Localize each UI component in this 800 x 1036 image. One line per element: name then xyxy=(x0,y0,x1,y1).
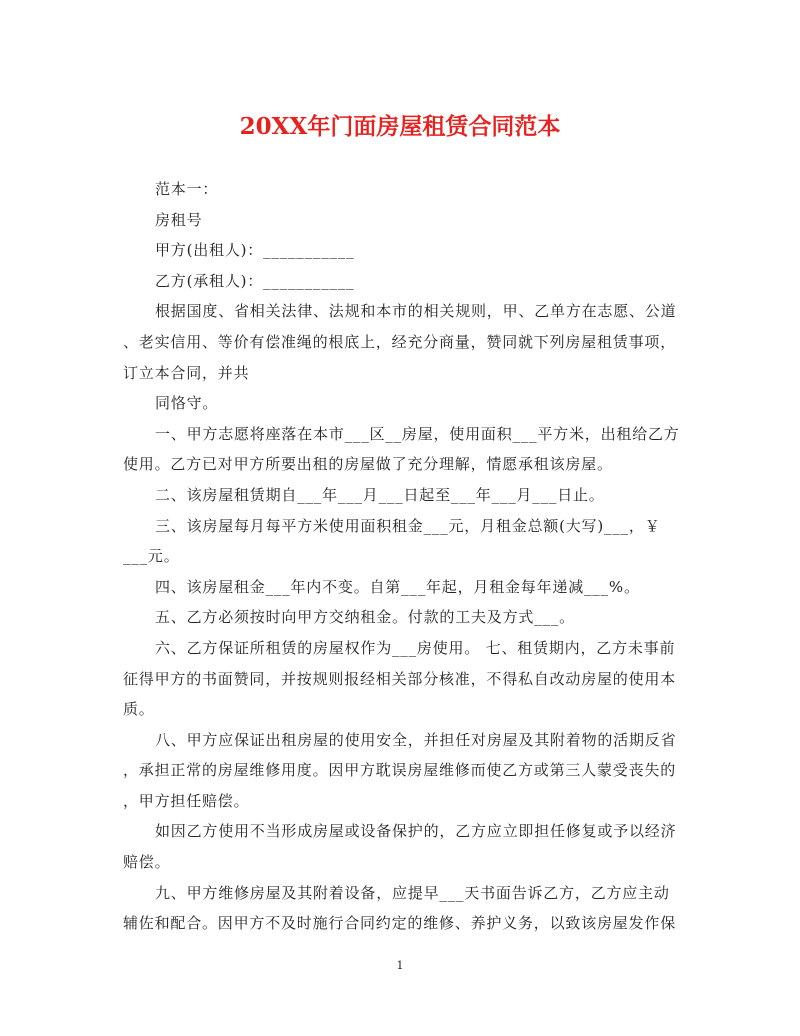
paragraph xyxy=(123,296,723,388)
document-body xyxy=(123,174,723,939)
paragraph-line: 如因乙方使用不当形成房屋或设备保护的，乙方应立即担任修复或予以经济 xyxy=(155,822,677,841)
paragraph-line: 使用。乙方已对甲方所要出租的房屋做了充分理解，情愿承租该房屋。 xyxy=(123,455,613,474)
paragraph-line: 二、该房屋租赁期自___年___月___日起至___年___月___日止。 xyxy=(155,485,605,504)
paragraph-line: 、老实信用、等价有偿准绳的根底上，经充分商量，赞同就下列房屋租赁事项， xyxy=(123,332,677,351)
paragraph-line: 质。 xyxy=(123,700,155,719)
paragraph-line: 乙方(承租人)：___________ xyxy=(155,271,355,290)
paragraph xyxy=(123,511,723,572)
paragraph xyxy=(123,266,723,297)
paragraph xyxy=(123,235,723,266)
paragraph xyxy=(123,572,723,603)
paragraph xyxy=(123,633,723,725)
paragraph-line: ，承担正常的房屋维修用度。因甲方耽误房屋维修而使乙方或第三人蒙受丧失的 xyxy=(123,761,677,780)
document-title: 20XX年门面房屋租赁合同范本 xyxy=(239,113,561,140)
paragraph xyxy=(123,816,723,877)
paragraph-line: 八、甲方应保证出租房屋的使用安全，并担任对房屋及其附着物的活期反省 xyxy=(155,730,677,749)
paragraph xyxy=(123,174,723,205)
paragraph xyxy=(123,602,723,633)
paragraph-line: 九、甲方维修房屋及其附着设备，应提早___天书面告诉乙方，乙方应主动 xyxy=(155,883,670,902)
paragraph-line: 范本一： xyxy=(155,180,219,198)
paragraph-line: 甲方(出租人)：___________ xyxy=(155,241,355,260)
paragraph-line: 根据国度、省相关法律、法规和本市的相关规则，甲、乙单方在志愿、公道 xyxy=(155,302,677,321)
page-number: 1 xyxy=(396,959,404,972)
paragraph-line: 订立本合同，并共 xyxy=(123,363,250,382)
paragraph xyxy=(123,480,723,511)
paragraph-line: 征得甲方的书面赞同，并按规则报经相关部分核准，不得私自改动房屋的使用本 xyxy=(123,669,677,688)
paragraph-line: 四、该房屋租金___年内不变。自第___年起，月租金每年递减___%。 xyxy=(155,577,640,596)
paragraph xyxy=(123,205,723,236)
paragraph-line: 五、乙方必须按时向甲方交纳租金。付款的工夫及方式___。 xyxy=(155,608,575,627)
paragraph xyxy=(123,878,723,939)
paragraph-line: 一、甲方志愿将座落在本市___区__房屋，使用面积___平方米，出租给乙方 xyxy=(155,424,680,443)
paragraph-line: ，甲方担任赔偿。 xyxy=(123,791,250,810)
paragraph-line: 同恪守。 xyxy=(155,394,219,413)
paragraph-line: ___元。 xyxy=(123,547,180,566)
paragraph-line: 辅佐和配合。因甲方不及时施行合同约定的维修、养护义务，以致该房屋发作保 xyxy=(123,914,677,933)
paragraph-line: 三、该房屋每月每平方米使用面积租金___元，月租金总额(大写)___，￥ xyxy=(155,516,661,535)
paragraph xyxy=(123,725,723,817)
paragraph xyxy=(123,388,723,419)
paragraph xyxy=(123,419,723,480)
paragraph-line: 房租号 xyxy=(155,210,203,229)
paragraph-line: 赔偿。 xyxy=(123,853,171,872)
paragraph-line: 六、乙方保证所租赁的房屋权作为___房使用。 七、租赁期内，乙方未事前 xyxy=(155,638,676,657)
